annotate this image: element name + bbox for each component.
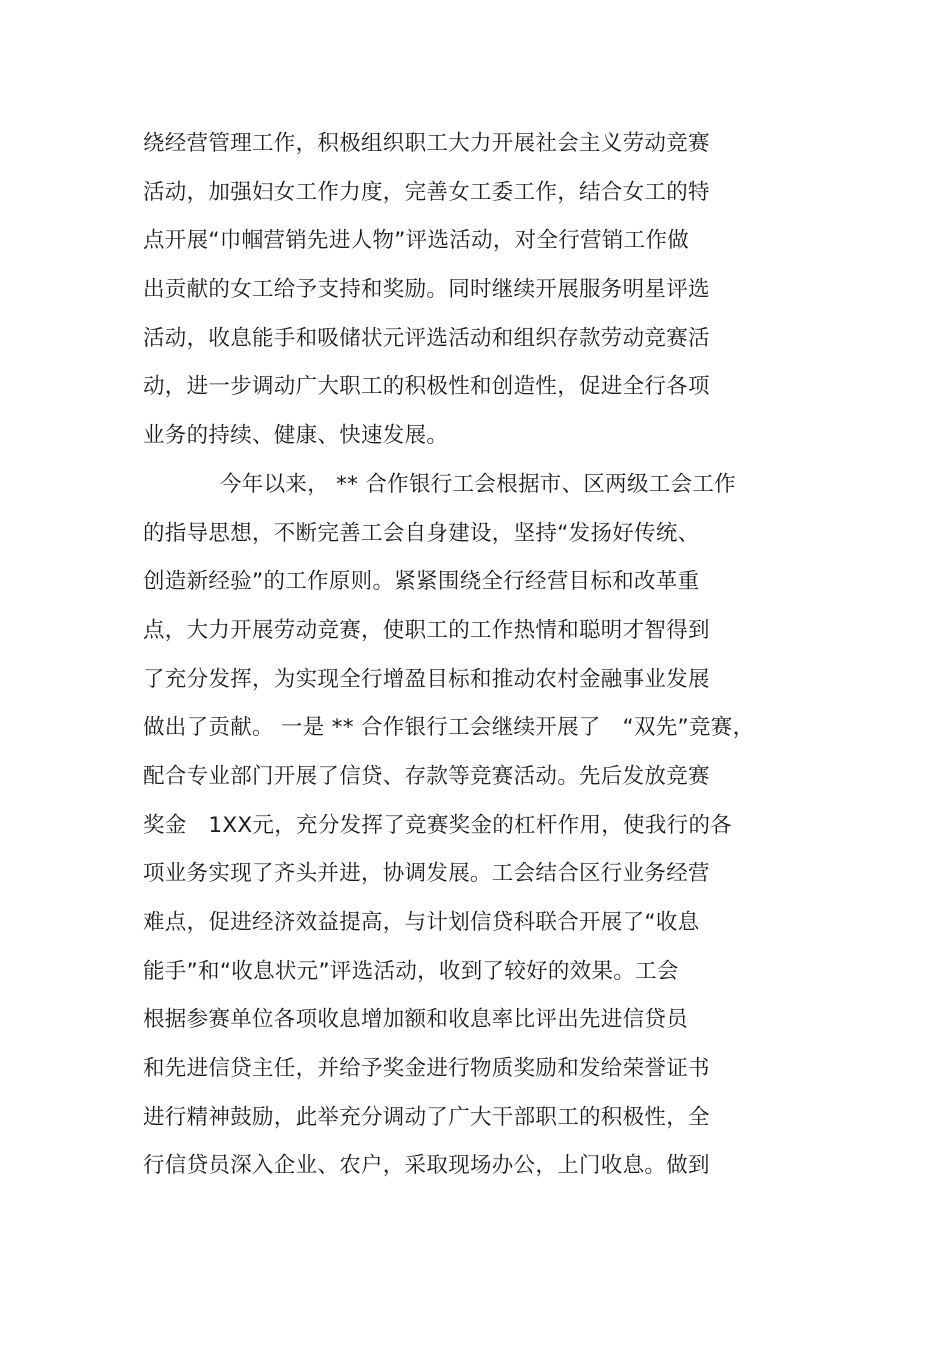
text-line: 根据参赛单位各项收息增加额和收息率比评出先进信贷员 xyxy=(143,1007,689,1033)
text-line: 能手”和“收息状元”评选活动，收到了较好的效果。工会 xyxy=(143,958,679,984)
text-line: 的指导思想，不断完善工会自身建设，坚持“发扬好传统、 xyxy=(143,520,700,546)
text-line: 点，大力开展劳动竞赛，使职工的工作热情和聪明才智得到 xyxy=(143,617,710,643)
text-line: 动，进一步调动广大职工的积极性和创造性，促进全行各项 xyxy=(143,374,710,400)
text-line: 项业务实现了齐头并进，协调发展。工会结合区行业务经营 xyxy=(143,861,710,887)
text-line: 行信贷员深入企业、农户，采取现场办公，上门收息。做到 xyxy=(143,1153,710,1179)
text-line: 活动，收息能手和吸储状元评选活动和组织存款劳动竞赛活 xyxy=(143,325,710,351)
text-line: 今年以来， ** 合作银行工会根据市、区两级工会工作 xyxy=(220,471,736,497)
text-line: 了充分发挥，为实现全行增盈目标和推动农村金融事业发展 xyxy=(143,666,710,692)
body-text xyxy=(143,120,823,1191)
text-line: 和先进信贷主任，并给予奖金进行物质奖励和发给荣誉证书 xyxy=(143,1056,710,1082)
text-line: 奖金 1XX元，充分发挥了竞赛奖金的杠杆作用，使我行的各 xyxy=(143,812,733,838)
text-line: 难点，促进经济效益提高，与计划信贷科联合开展了“收息 xyxy=(143,910,700,935)
text-line: 出贡献的女工给予支持和奖励。同时继续开展服务明星评选 xyxy=(143,277,710,303)
text-line: 绕经营管理工作，积极组织职工大力开展社会主义劳动竞赛 xyxy=(143,131,710,156)
text-line: 点开展“巾帼营销先进人物”评选活动，对全行营销工作做 xyxy=(143,228,690,254)
text-line: 进行精神鼓励，此举充分调动了广大干部职工的积极性，全 xyxy=(143,1104,710,1130)
text-line: 活动，加强妇女工作力度，完善女工委工作，结合女工的特 xyxy=(143,179,710,205)
text-line: 业务的持续、健康、快速发展。 xyxy=(143,423,449,449)
text-line: 创造新经验”的工作原则。紧紧围绕全行经营目标和改革重 xyxy=(143,569,700,595)
text-line: 配合专业部门开展了信贷、存款等竞赛活动。先后发放竞赛 xyxy=(143,763,710,789)
text-line: 做出了贡献。 一是 ** 合作银行工会继续开展了 “双先”竞赛， xyxy=(143,715,755,741)
